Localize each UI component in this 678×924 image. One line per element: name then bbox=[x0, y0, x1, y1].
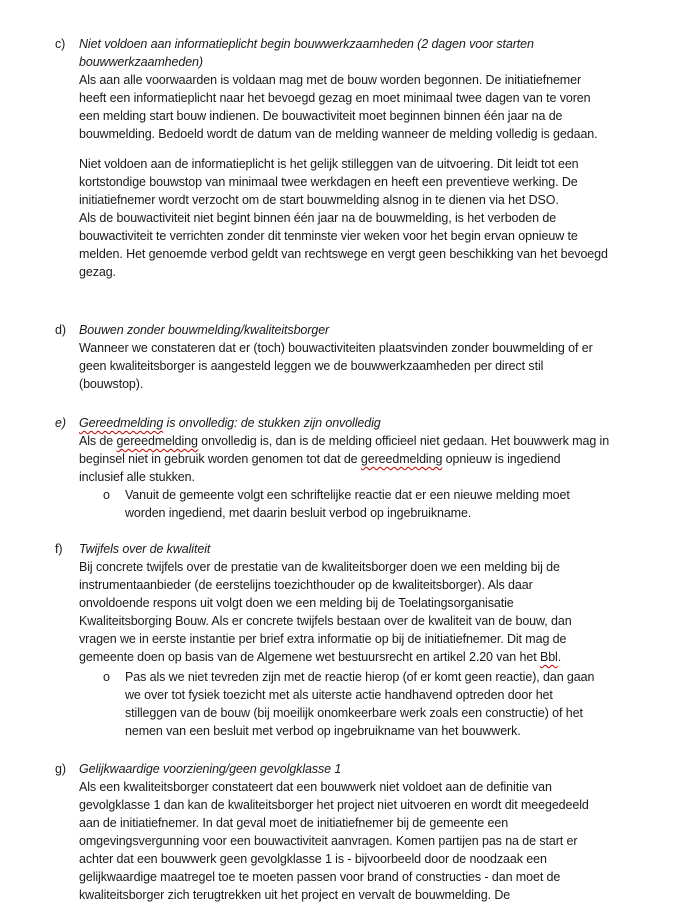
paragraph-line: een melding start bouw indienen. De bouwactiviteit moet beginnen binnen één jaar na de bbox=[79, 109, 563, 123]
spellcheck-word: gereedmelding bbox=[360, 452, 443, 466]
text-run: . bbox=[557, 650, 562, 664]
paragraph-line: initiatiefnemer wordt verzocht om de start bouwmelding alsnog in te dienen via het DSO. bbox=[79, 193, 559, 207]
bullet-line: worden ingediend, met daarin besluit verbod op ingebruikname. bbox=[125, 506, 472, 520]
paragraph-line: Kwaliteitsborging Bouw. Als er concrete twijfels bestaan over de kwaliteit van de bouw, dan bbox=[79, 614, 572, 628]
text-run: gemeente doen op basis van de Algemene wet bestuursrecht en artikel 2.20 van het bbox=[79, 650, 540, 664]
spellcheck-word: gereedmelding bbox=[116, 434, 198, 448]
bullet-line: nemen van een besluit met verbod op ingebruikname van het bouwwerk. bbox=[125, 724, 521, 738]
paragraph-line: kortstondige bouwstop van minimaal twee werkdagen en heeft een preventieve werking. De bbox=[79, 175, 578, 189]
paragraph-line: Bij concrete twijfels over de prestatie van de kwaliteitsborger doen we een melding bij de bbox=[79, 560, 560, 574]
paragraph-line bbox=[79, 450, 560, 468]
spellcheck-word: Gereedmelding bbox=[79, 416, 164, 430]
bullet-line: Vanuit de gemeente volgt een schriftelijke reactie dat er een nieuwe melding moet bbox=[125, 488, 570, 502]
paragraph-line: gelijkwaardige maatregel toe te moeten passen voor brand of constructies - dan moet de bbox=[79, 870, 561, 884]
bullet-line: we over tot fysiek toezicht met als uiterste actie handhavend optreden door het bbox=[125, 688, 553, 702]
section-f-label: f) bbox=[55, 542, 63, 556]
text-run: opnieuw is ingediend bbox=[442, 452, 561, 466]
paragraph-line: Wanneer we constateren dat er (toch) bouwactiviteiten plaatsvinden zonder bouwmelding of er bbox=[79, 341, 593, 355]
paragraph-line: achter dat een bouwwerk geen gevolgklasse 1 is - bijvoorbeeld door de noodzaak een bbox=[79, 852, 547, 866]
section-c-label: c) bbox=[55, 37, 66, 51]
paragraph-line bbox=[79, 648, 561, 666]
text-run: beginsel niet in gebruik worden genomen tot dat de bbox=[79, 452, 361, 466]
paragraph-line: Als de bouwactiviteit niet begint binnen één jaar na de bouwmelding, is het verboden de bbox=[79, 211, 557, 225]
paragraph-line: Als een kwaliteitsborger constateert dat een bouwwerk niet voldoet aan de definitie van bbox=[79, 780, 552, 794]
paragraph-line: geen kwaliteitsborger is aangesteld leggen we de bouwwerkzaamheden per direct stil bbox=[79, 359, 544, 373]
bullet-line: stilleggen van de bouw (bij moeilijk onomkeerbare werk zoals een constructie) of het bbox=[125, 706, 583, 720]
section-g-label: g) bbox=[55, 762, 66, 776]
bullet-marker: o bbox=[103, 488, 110, 502]
title-rest: is onvolledig: de stukken zijn onvolledig bbox=[163, 416, 381, 430]
text-run: Als de bbox=[79, 434, 117, 448]
section-e-label: e) bbox=[55, 416, 66, 430]
paragraph-line: melden. Het genoemde verbod geldt van rechtswege en vergt geen beschikking van het bevoegd bbox=[79, 247, 608, 261]
paragraph-line: kwaliteitsborger zich terugtrekken uit het project en vervalt de bouwmelding. De bbox=[79, 888, 511, 902]
paragraph-line bbox=[79, 432, 609, 450]
spellcheck-word: Bbl bbox=[539, 650, 558, 664]
paragraph-line: gevolgklasse 1 dan kan de kwaliteitsborger het project niet uitvoeren en wordt dit meegedeeld bbox=[79, 798, 589, 812]
paragraph-line: bouwactiviteit te verrichten zonder dit tenminste vier weken voor het begin ervan opnieuw te bbox=[79, 229, 578, 243]
bullet-line: Pas als we niet tevreden zijn met de reactie hierop (of er komt geen reactie), dan gaan bbox=[125, 670, 595, 684]
bullet-marker: o bbox=[103, 670, 110, 684]
section-d-title: Bouwen zonder bouwmelding/kwaliteitsborger bbox=[79, 323, 330, 337]
paragraph-line: bouwmelding. Bedoeld wordt de datum van de melding wanneer de melding volledig is gedaan. bbox=[79, 127, 598, 141]
paragraph-line: (bouwstop). bbox=[79, 377, 144, 391]
paragraph-line: heeft een informatieplicht naar het bevoegd gezag en moet minimaal twee dagen van te voren bbox=[79, 91, 591, 105]
paragraph-line: omgevingsvergunning voor een bouwactiviteit aanvragen. Komen partijen pas na de start er bbox=[79, 834, 578, 848]
section-e-title bbox=[79, 414, 381, 432]
paragraph-line: vragen we in eerste instantie per brief extra informatie op bij de initiatiefnemer. Dit mag de bbox=[79, 632, 567, 646]
paragraph-line: Als aan alle voorwaarden is voldaan mag met de bouw worden begonnen. De initiatiefnemer bbox=[79, 73, 582, 87]
paragraph-line: gezag. bbox=[79, 265, 116, 279]
paragraph-line: onvoldoende respons uit volgt doen we een melding bij de Toelatingsorganisatie bbox=[79, 596, 514, 610]
section-g-title: Gelijkwaardige voorziening/geen gevolgklasse 1 bbox=[79, 762, 342, 776]
text-run: onvolledig is, dan is de melding officieel niet gedaan. Het bouwwerk mag in bbox=[197, 434, 610, 448]
section-c-title: Niet voldoen aan informatieplicht begin bouwwerkzaamheden (2 dagen voor starten bbox=[79, 37, 534, 51]
paragraph-line: inclusief alle stukken. bbox=[79, 470, 195, 484]
section-c-title: bouwwerkzaamheden) bbox=[79, 55, 203, 69]
paragraph-line: aan de initiatiefnemer. In dat geval moet de initiatiefnemer bij de gemeente een bbox=[79, 816, 509, 830]
section-f-title: Twijfels over de kwaliteit bbox=[79, 542, 211, 556]
section-d-label: d) bbox=[55, 323, 66, 337]
paragraph-line: instrumentaanbieder (de eerstelijns toezichthouder op de kwaliteitsborger). Als daar bbox=[79, 578, 533, 592]
paragraph-line: Niet voldoen aan de informatieplicht is het gelijk stilleggen van de uitvoering. Dit leidt tot een bbox=[79, 157, 579, 171]
